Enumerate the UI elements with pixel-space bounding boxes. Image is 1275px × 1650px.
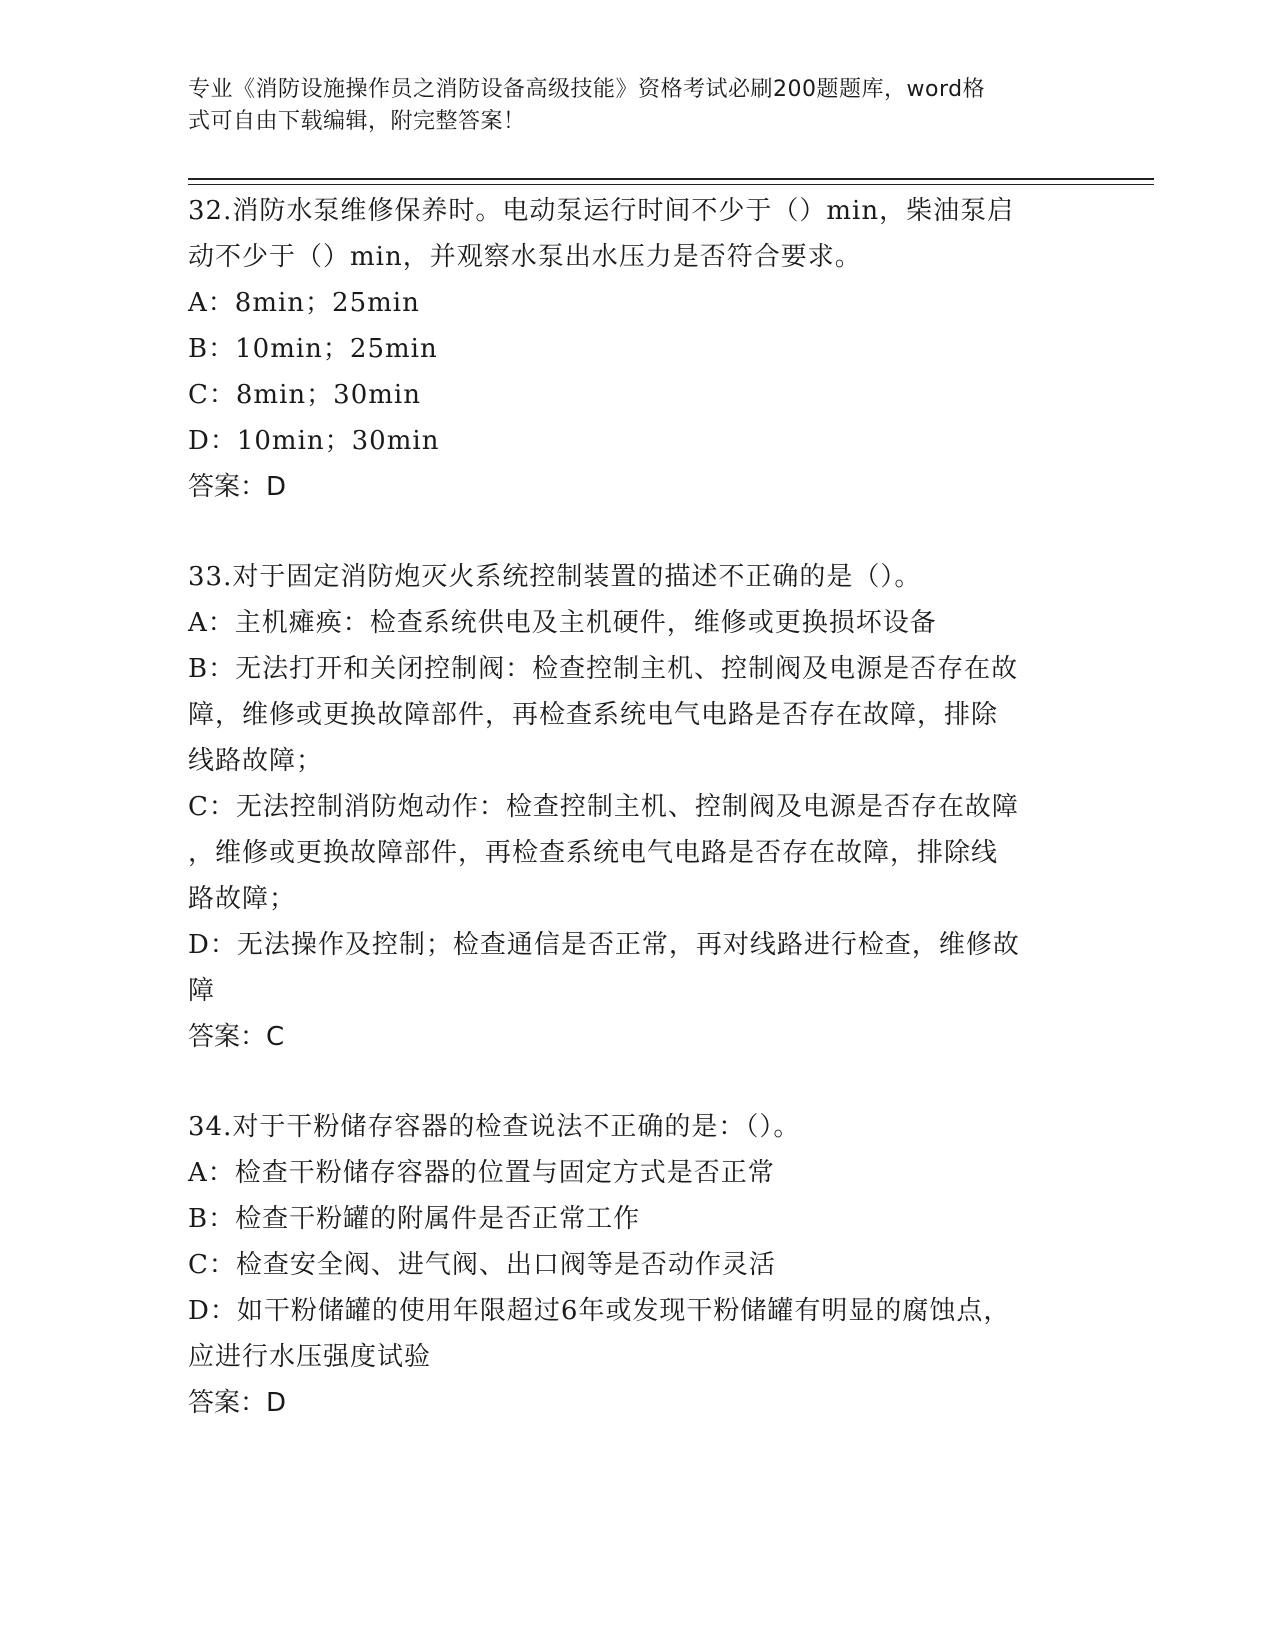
answer-label: 答案：D	[188, 1388, 287, 1418]
question-list	[188, 188, 1088, 1426]
option-c: C：8min；30min	[188, 380, 421, 410]
option-c-continued: ，维修或更换故障部件，再检查系统电气电路是否存在故障，排除线	[188, 838, 999, 868]
option-b-continued: 障，维修或更换故障部件，再检查系统电气电路是否存在故障，排除	[188, 700, 999, 730]
document-header	[188, 74, 1068, 138]
option-b: B：10min；25min	[188, 334, 438, 364]
question-stem: 33.对于固定消防炮灭火系统控制装置的描述不正确的是（）。	[188, 562, 922, 592]
option-d-continued: 应进行水压强度试验	[188, 1342, 432, 1372]
option-c: C：检查安全阀、进气阀、出口阀等是否动作灵活	[188, 1250, 776, 1280]
option-a: A：检查干粉储存容器的位置与固定方式是否正常	[188, 1158, 775, 1188]
question-stem: 动不少于（）min，并观察水泵出水压力是否符合要求。	[188, 242, 862, 272]
option-c: C：无法控制消防炮动作：检查控制主机、控制阀及电源是否存在故障	[188, 792, 1019, 822]
question-stem: 32.消防水泵维修保养时。电动泵运行时间不少于（）min，柴油泵启	[188, 196, 1015, 226]
option-d: D：如干粉储罐的使用年限超过6年或发现干粉储罐有明显的腐蚀点，	[188, 1296, 1011, 1326]
header-divider	[188, 178, 1154, 180]
answer-label: 答案：C	[188, 1022, 285, 1052]
question-34	[188, 1104, 1088, 1426]
option-b: B：检查干粉罐的附属件是否正常工作	[188, 1204, 641, 1234]
option-d: D：无法操作及控制；检查通信是否正常，再对线路进行检查，维修故	[188, 930, 1020, 960]
question-33	[188, 554, 1088, 1060]
option-b: B：无法打开和关闭控制阀：检查控制主机、控制阀及电源是否存在故	[188, 654, 1019, 684]
option-d: D：10min；30min	[188, 426, 440, 456]
answer-label: 答案：D	[188, 472, 287, 502]
question-stem: 34.对于干粉储存容器的检查说法不正确的是：（）。	[188, 1112, 801, 1142]
option-d-continued: 障	[188, 976, 216, 1006]
question-32	[188, 188, 1088, 510]
option-b-continued: 线路故障；	[188, 746, 324, 776]
option-a: A：8min；25min	[188, 288, 420, 318]
header-line: 式可自由下载编辑，附完整答案！	[188, 109, 526, 134]
option-c-continued: 路故障；	[188, 884, 297, 914]
header-divider-thin	[188, 184, 1154, 185]
header-line: 专业《消防设施操作员之消防设备高级技能》资格考试必刷200题题库，word格	[188, 77, 986, 102]
option-a: A：主机瘫痪：检查系统供电及主机硬件，维修或更换损坏设备	[188, 608, 937, 638]
